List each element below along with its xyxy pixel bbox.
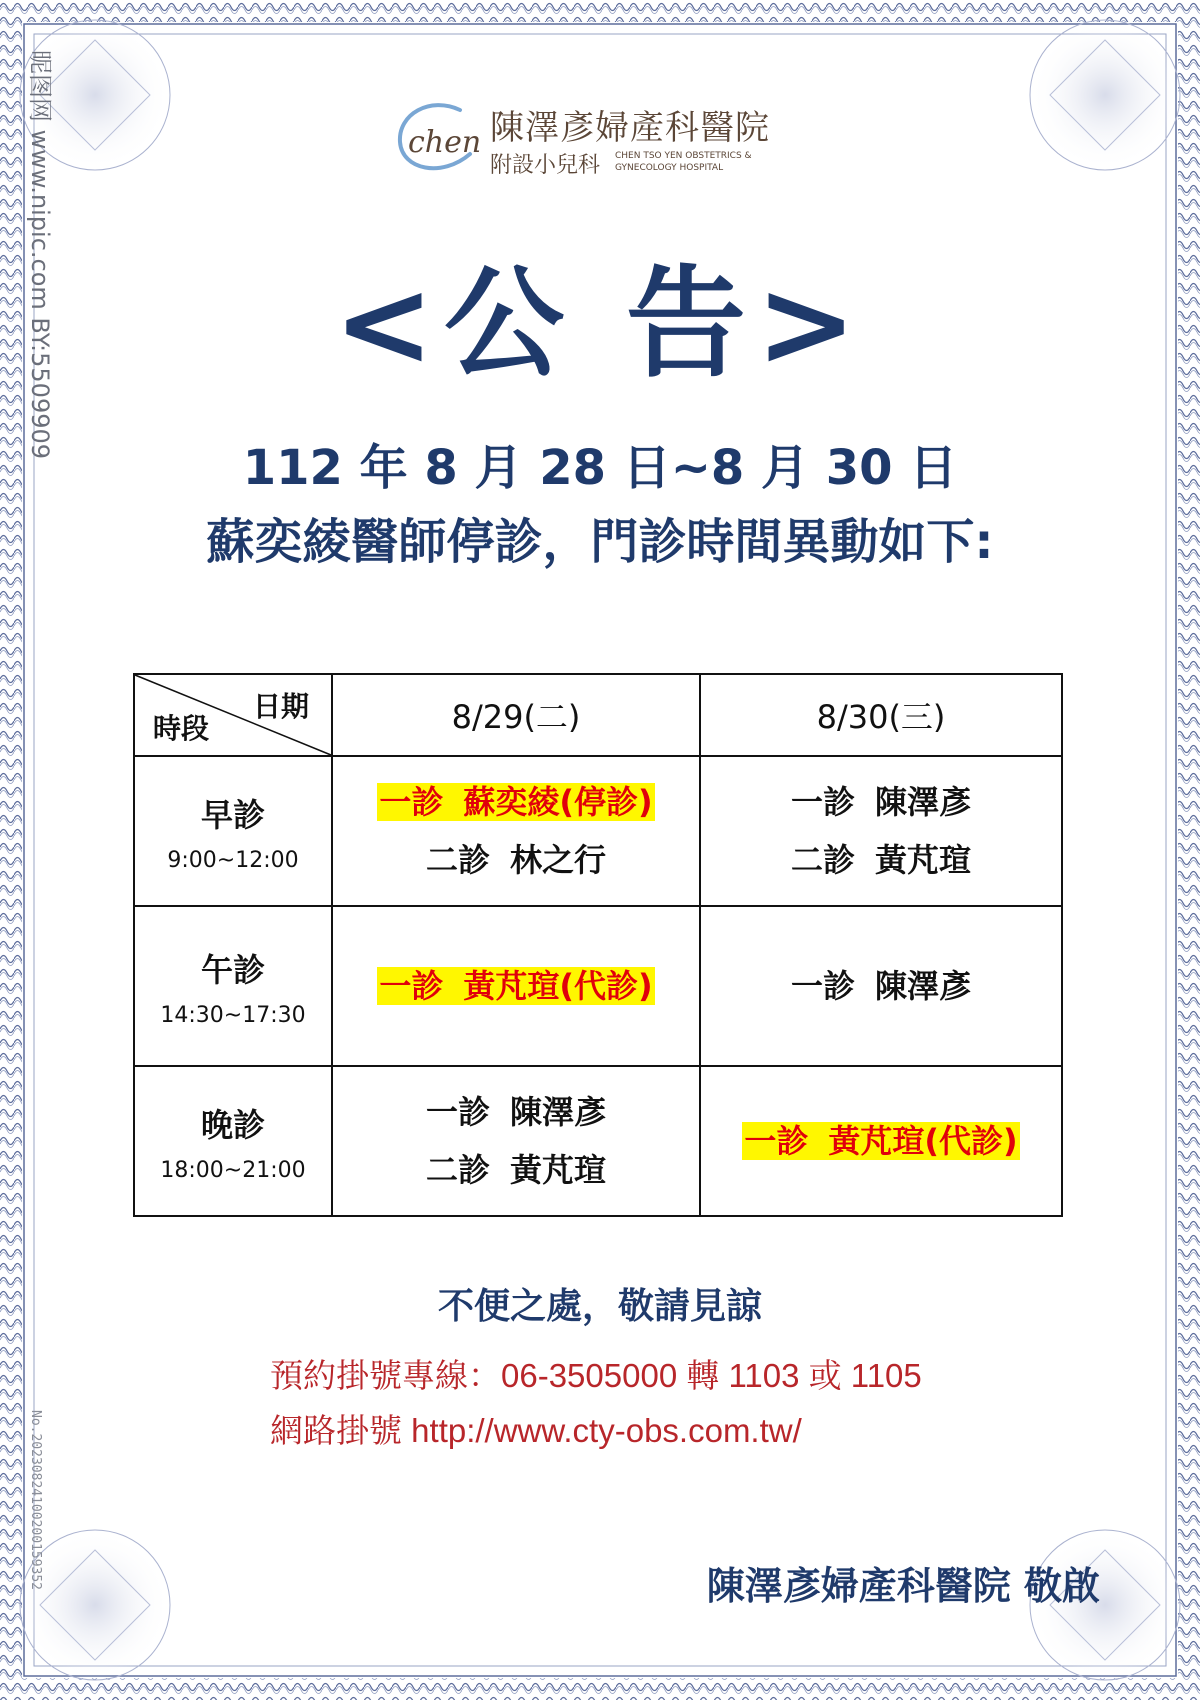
doctor-name: 林之行 — [510, 841, 607, 879]
slot-time: 18:00~21:00 — [160, 1157, 306, 1183]
schedule-entry — [333, 773, 699, 831]
schedule-cell — [700, 906, 1062, 1066]
apology-text: 不便之處，敬請見諒 — [437, 1286, 762, 1327]
slot-name: 晚診 — [200, 1105, 265, 1144]
schedule-entry — [701, 773, 1061, 831]
schedule-cell — [332, 756, 700, 906]
slot-cell — [134, 1066, 332, 1216]
web-line: 網路掛號 http://www.cty-obs.com.tw/ — [270, 1412, 802, 1449]
headline-dates: 112 年 8 月 28 日~8 月 30 日 — [242, 440, 958, 496]
room-label: 一診 — [790, 967, 855, 1005]
logo-english — [615, 150, 752, 174]
schedule-cell — [700, 1066, 1062, 1216]
doctor-name: 黃芃瑄(代診) — [828, 1122, 1018, 1160]
highlighted-entry — [377, 783, 654, 821]
schedule-cell — [700, 756, 1062, 906]
headline-notice: 蘇奕綾醫師停診，門診時間異動如下: — [206, 514, 994, 570]
schedule-entry — [701, 1112, 1061, 1170]
logo-name: 陳澤彥婦產科醫院 — [490, 108, 770, 148]
signature: 陳澤彥婦產科醫院 敬啟 — [706, 1564, 1100, 1608]
slot-cell — [134, 756, 332, 906]
logo-script: chen — [408, 125, 482, 160]
entry-text — [791, 841, 971, 879]
table-row — [134, 756, 1062, 906]
entry-text — [426, 841, 606, 879]
chen-logo-icon — [390, 92, 486, 182]
schedule-entry — [333, 957, 699, 1015]
slot-cell — [134, 906, 332, 1066]
slot-name: 早診 — [200, 795, 265, 834]
doctor-name: 黃芃瑄 — [875, 841, 972, 879]
schedule-cell — [332, 906, 700, 1066]
schedule-entry — [701, 831, 1061, 889]
table-header-row — [134, 674, 1062, 756]
logo-en-line1: CHEN TSO YEN OBSTETRICS & — [615, 151, 752, 161]
table-row — [134, 906, 1062, 1066]
room-label: 一診 — [425, 1093, 490, 1131]
room-label: 二診 — [425, 841, 490, 879]
entry-text — [791, 783, 971, 821]
logo-sub: 附設小兒科 — [490, 153, 601, 178]
watermark-text: 昵图网 www.nipic.com BY:5509909 — [26, 50, 54, 460]
logo-en-line2: GYNECOLOGY HOSPITAL — [615, 163, 724, 173]
schedule-table — [133, 673, 1063, 1217]
column-header: 8/29(二) — [332, 674, 700, 756]
entry-text — [426, 1093, 606, 1131]
table-row — [134, 1066, 1062, 1216]
highlighted-entry — [377, 967, 654, 1005]
room-label: 二診 — [790, 841, 855, 879]
doctor-name: 蘇奕綾(停診) — [463, 783, 653, 821]
room-label: 一診 — [379, 967, 444, 1005]
room-label: 二診 — [425, 1151, 490, 1189]
page-title: <公 告> — [333, 255, 867, 394]
highlighted-entry — [742, 1122, 1019, 1160]
doctor-name: 陳澤彥 — [875, 783, 972, 821]
entry-text — [426, 1151, 606, 1189]
hospital-logo — [390, 92, 810, 182]
column-header: 8/30(三) — [700, 674, 1062, 756]
schedule-entry — [333, 1083, 699, 1141]
watermark-code: No.20230824100200159352 — [28, 1410, 43, 1591]
schedule-entry — [701, 957, 1061, 1015]
slot-time: 14:30~17:30 — [160, 1002, 306, 1028]
corner-slot-label: 時段 — [153, 712, 210, 745]
doctor-name: 陳澤彥 — [875, 967, 972, 1005]
corner-date-label: 日期 — [252, 690, 309, 723]
schedule-entry — [333, 1141, 699, 1199]
room-label: 一診 — [744, 1122, 809, 1160]
doctor-name: 黃芃瑄(代診) — [463, 967, 653, 1005]
slot-name: 午診 — [200, 950, 265, 989]
schedule-entry — [333, 831, 699, 889]
room-label: 一診 — [790, 783, 855, 821]
schedule-cell — [332, 1066, 700, 1216]
room-label: 一診 — [379, 783, 444, 821]
entry-text — [791, 967, 971, 1005]
doctor-name: 黃芃瑄 — [510, 1151, 607, 1189]
doctor-name: 陳澤彥 — [510, 1093, 607, 1131]
slot-time: 9:00~12:00 — [167, 847, 299, 873]
corner-cell — [134, 674, 332, 756]
phone-line: 預約掛號專線：06-3505000 轉 1103 或 1105 — [270, 1357, 922, 1394]
